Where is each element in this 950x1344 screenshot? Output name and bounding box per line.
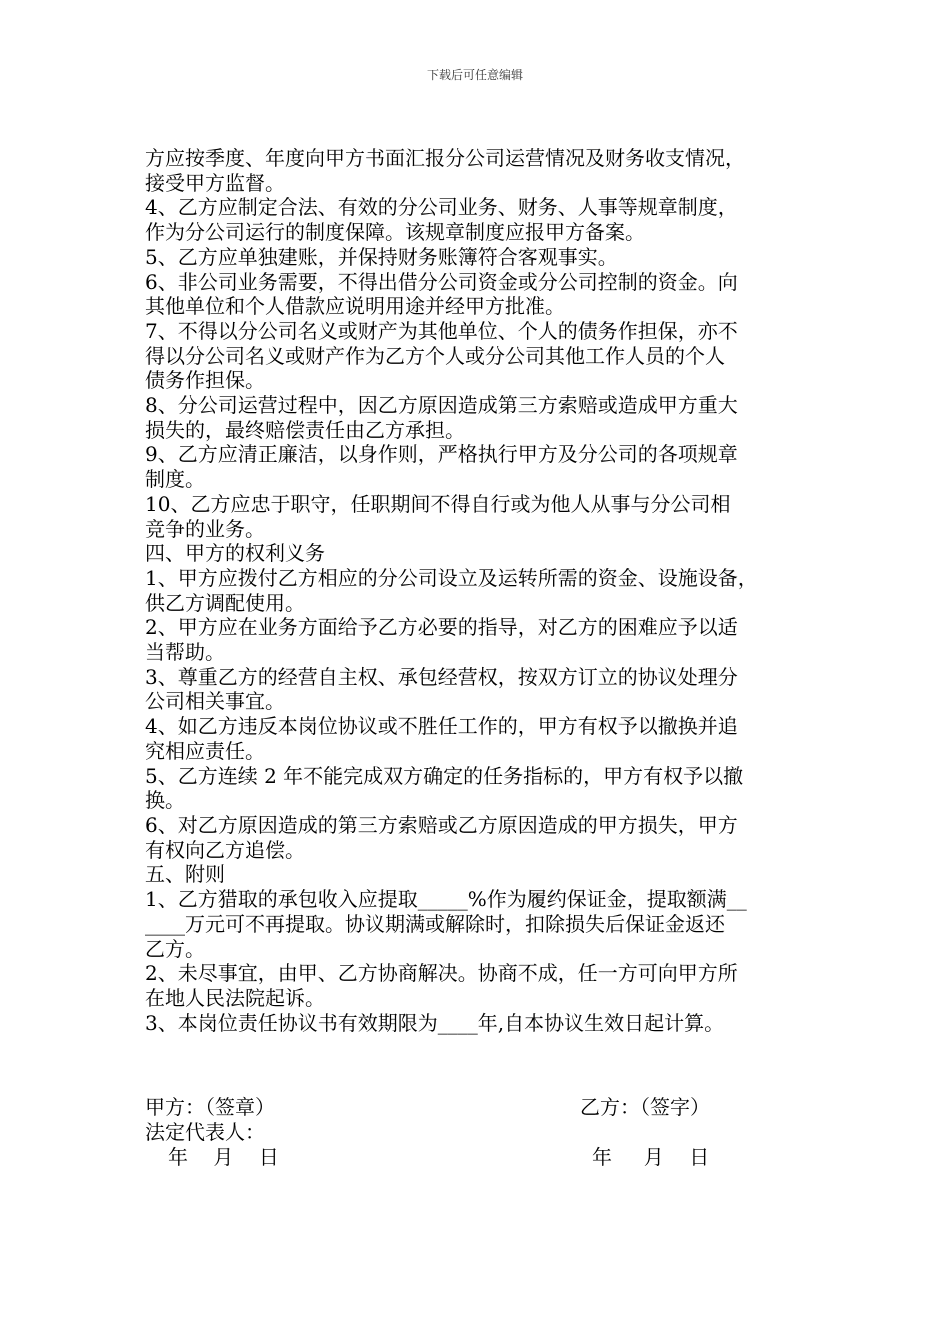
text-line: 3、尊重乙方的经营自主权、承包经营权，按双方订立的协议处理分	[145, 664, 738, 689]
text-line: 1、甲方应拨付乙方相应的分公司设立及运转所需的资金、设施设备，	[145, 565, 758, 590]
text-line: 有权向乙方追偿。	[145, 837, 305, 862]
contract-body	[145, 146, 813, 1035]
text-line: 6、对乙方原因造成的第三方索赔或乙方原因造成的甲方损失，甲方	[145, 812, 738, 837]
text-line: 四、甲方的权利义务	[145, 541, 325, 566]
text-line: 3、本岗位责任协议书有效期限为____年,自本协议生效日起计算。	[145, 1010, 725, 1035]
text-line: 接受甲方监督。	[145, 170, 285, 195]
text-line: 供乙方调配使用。	[145, 590, 305, 615]
text-line: 损失的，最终赔偿责任由乙方承担。	[145, 417, 465, 442]
text-line: 其他单位和个人借款应说明用途并经甲方批准。	[145, 294, 565, 319]
text-line: 9、乙方应清正廉洁，以身作则，严格执行甲方及分公司的各项规章	[145, 442, 738, 467]
party-a-signature-label: 甲方：（签章）	[145, 1095, 275, 1119]
party-b-date-line: 年 月 日	[592, 1145, 710, 1169]
party-a-date-line: 年 月 日	[168, 1145, 279, 1169]
text-line: 方应按季度、年度向甲方书面汇报分公司运营情况及财务收支情况，	[145, 146, 745, 170]
text-line: 6、非公司业务需要，不得出借分公司资金或分公司控制的资金。向	[145, 269, 738, 294]
legal-representative-label: 法定代表人：	[145, 1120, 265, 1144]
text-line: 2、甲方应在业务方面给予乙方必要的指导，对乙方的困难应予以适	[145, 615, 738, 640]
text-line: 7、不得以分公司名义或财产为其他单位、个人的债务作担保，亦不	[145, 318, 738, 343]
text-line: 作为分公司运行的制度保障。该规章制度应报甲方备案。	[145, 220, 645, 245]
text-line: 制度。	[145, 467, 205, 492]
text-line: 在地人民法院起诉。	[145, 985, 325, 1010]
text-line: 8、分公司运营过程中，因乙方原因造成第三方索赔或造成甲方重大	[145, 393, 738, 418]
text-line: 究相应责任。	[145, 738, 265, 763]
text-line: 当帮助。	[145, 640, 225, 665]
text-line: 4、如乙方违反本岗位协议或不胜任工作的，甲方有权予以撤换并追	[145, 714, 738, 739]
text-line: 五、附则	[145, 862, 225, 887]
text-line: 4、乙方应制定合法、有效的分公司业务、财务、人事等规章制度，	[145, 195, 738, 220]
text-line: 1、乙方猎取的承包收入应提取_____%作为履约保证金，提取额满__	[145, 887, 747, 912]
text-line: 10、乙方应忠于职守，任职期间不得自行或为他人从事与分公司相	[145, 491, 731, 516]
text-line: 5、乙方连续 2 年不能完成双方确定的任务指标的，甲方有权予以撤	[145, 763, 744, 788]
text-line: 竞争的业务。	[145, 516, 265, 541]
party-b-signature-label: 乙方：（签字）	[580, 1095, 710, 1119]
text-line: 公司相关事宜。	[145, 689, 285, 714]
text-line: 得以分公司名义或财产作为乙方个人或分公司其他工作人员的个人	[145, 343, 725, 368]
text-line: 债务作担保。	[145, 368, 265, 393]
text-line: 5、乙方应单独建账，并保持财务账簿符合客观事实。	[145, 244, 618, 269]
text-line: 乙方。	[145, 936, 205, 961]
text-line: ____万元可不再提取。协议期满或解除时，扣除损失后保证金返还	[145, 911, 725, 936]
text-line: 换。	[145, 788, 185, 813]
text-line: 2、未尽事宜，由甲、乙方协商解决。协商不成，任一方可向甲方所	[145, 961, 738, 986]
page-header-note: 下载后可任意编辑	[426, 68, 523, 82]
